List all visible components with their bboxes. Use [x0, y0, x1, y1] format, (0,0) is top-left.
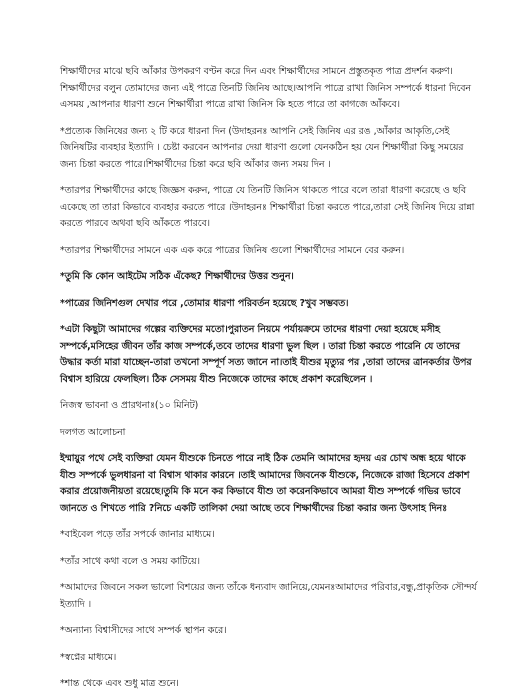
section-heading-reflection: নিজস্ব ভাবনা ও প্রারথনাঃ(১০ মিনিট) — [60, 400, 199, 411]
list-item: *স্বপ্নের মাধ্যমে। — [60, 651, 117, 663]
question-paragraph: *তুমি কি কোন আইটেম সঠিক এঁকেছ? শিক্ষার্থীদের উত্তর শুনুন। — [60, 271, 294, 282]
list-item: *বাইবেল পড়ে তাঁর সপর্কে জানার মাধ্যমে। — [60, 529, 215, 540]
list-item: *শান্ত থেকে এবং শুধু মাত্র শুনে। — [60, 678, 179, 689]
instruction-paragraph: *তারপর শিক্ষার্থীদের কাছে জিজ্ঞস করুন, পাত্রে যে তিনটি জিনিস থাকতে পারে বলে তারা ধারণা করেছে ও ছবি একেছে তা তারা কিভাবে ব্যবহার করতে পারে ।উদাহরনঃ শিক্ষার্থীরা চিন্তা করতে পারে,তারা সেই জিনিষ দিয়ে রান্না করতে পারবে অথবা ছবি আঁকতে পারবে। — [60, 185, 475, 229]
section-heading-discussion: দলগত আলোচনা — [60, 426, 126, 438]
list-item: *অন্যান্য বিশ্বাসীদের সাথে সম্পর্ক স্থাপন করে। — [60, 625, 227, 636]
list-item: *আমাদের জিবনে সকল ভালো বিশয়ের জন্য তাঁকে ধন্যবাদ জানিয়ে,যেমনঃআমাদের পরিবার,বন্ধু,প্রাকৃতিক সৌন্দর্য ইত্যাদি । — [60, 582, 477, 610]
document-body — [60, 64, 482, 693]
instruction-paragraph: *প্রত্যেক জিনিষের জন্য ২ টি করে ধারনা দিন (উদাহরনঃ আপনি সেই জিনিষ এর রঙ ,আঁকার আকৃতি,সেই জিনিষটির ব্যবহার ইত্যাদি । চেষ্টা করবেন আপনার দেয়া ধারণা গুলো যেনকঠিন হয় যেন শিক্ষার্থীরা কিছু সময়ের জন্য চিন্তা করতে পারে।শিক্ষার্থীদের চিন্তা করে ছবি আঁকার জন্য সময় দিন । — [60, 125, 464, 170]
story-paragraph: *এটা কিছুটা আমাদের গল্পের ব্যক্তিদের মতো।পুরাতন নিয়মে পর্যায়ক্রমে তাদের ধারণা দেয়া হয়েছে মসীহ সম্পর্কে,মসিহের জীবন তাঁর কাজ সম্পর্কে,তবে তাদের ধারণা ভুল ছিল । তারা চিন্তা করতে পারেনি যে তাদের উদ্ধার কর্তা মারা যাচ্ছেন-তারা তখনো সম্পূর্ণ সত্য জানে না।তাই যীশুর মৃত্যুর পর ,তারা তাদের ত্রানকর্তার উপর বিশ্বাস হারিয়ে ফেলছিল। ঠিক সেসময় যীশু নিজেকে তাদের কাছে প্রকাশ করেছিলেন । — [60, 324, 472, 385]
question-paragraph: *পাত্রের জিনিশগুল দেখার পরে ,তোমার ধারণা পরিবর্তন হয়েছে ?খুব সম্ভবত। — [60, 297, 349, 309]
list-item: *তাঁর সাথে কথা বলে ও সময় কাটিয়ে। — [60, 555, 200, 567]
discussion-paragraph: ইম্মায়ুর পথে সেই ব্যক্তিরা যেমন যীশুকে চিনতে পারে নাই ঠিক তেমনি আমাদের হৃদয় এর চোখ অন্ধ হয়ে থাকে যীশু সম্পর্কে ভুলধারনা বা বিশ্বাস থাকার কারনে ।তাই আমাদের জিবনেক যীশুকে, নিজেকে রাজা হিসেবে প্রকাশ করার প্রয়োজনীয়তা রয়েছে।তুমি কি মনে কর কিভাবে যীশু তা করেনকিভাবে আমরা যীশু সম্পর্কে গভির ভাবে জানতে ও শিখতে পারি ?নিচে একটি তালিকা দেয়া আছে তবে শিক্ষার্থীদের চিন্তা করার জন্য উৎসাহ দিনঃ — [60, 453, 470, 514]
intro-paragraph: শিক্ষার্থীদের মাঝে ছবি আঁকার উপকরণ বণ্টন করে দিন এবং শিক্ষার্থীদের সামনে প্রস্তুতকৃত পাত্র প্রদর্শন করুণ। শিক্ষার্থীদের বলুন তোমাদের জন্য এই পাত্রে তিনটি জিনিষ আছে।আপনি পাত্রে রাখা জিনিস সম্পর্কে ধারনা দিবেন এসময় ,আপনার ধারণা শুনে শিক্ষার্থীরা পাত্রে রাখা জিনিস কি হতে পারে তা কাগজে আঁকবে। — [60, 66, 471, 110]
instruction-paragraph: *তারপর শিক্ষার্থীদের সামনে এক এক করে পাত্রের জিনিষ গুলো শিক্ষার্থীদের সামনে বের করুন। — [60, 244, 405, 256]
